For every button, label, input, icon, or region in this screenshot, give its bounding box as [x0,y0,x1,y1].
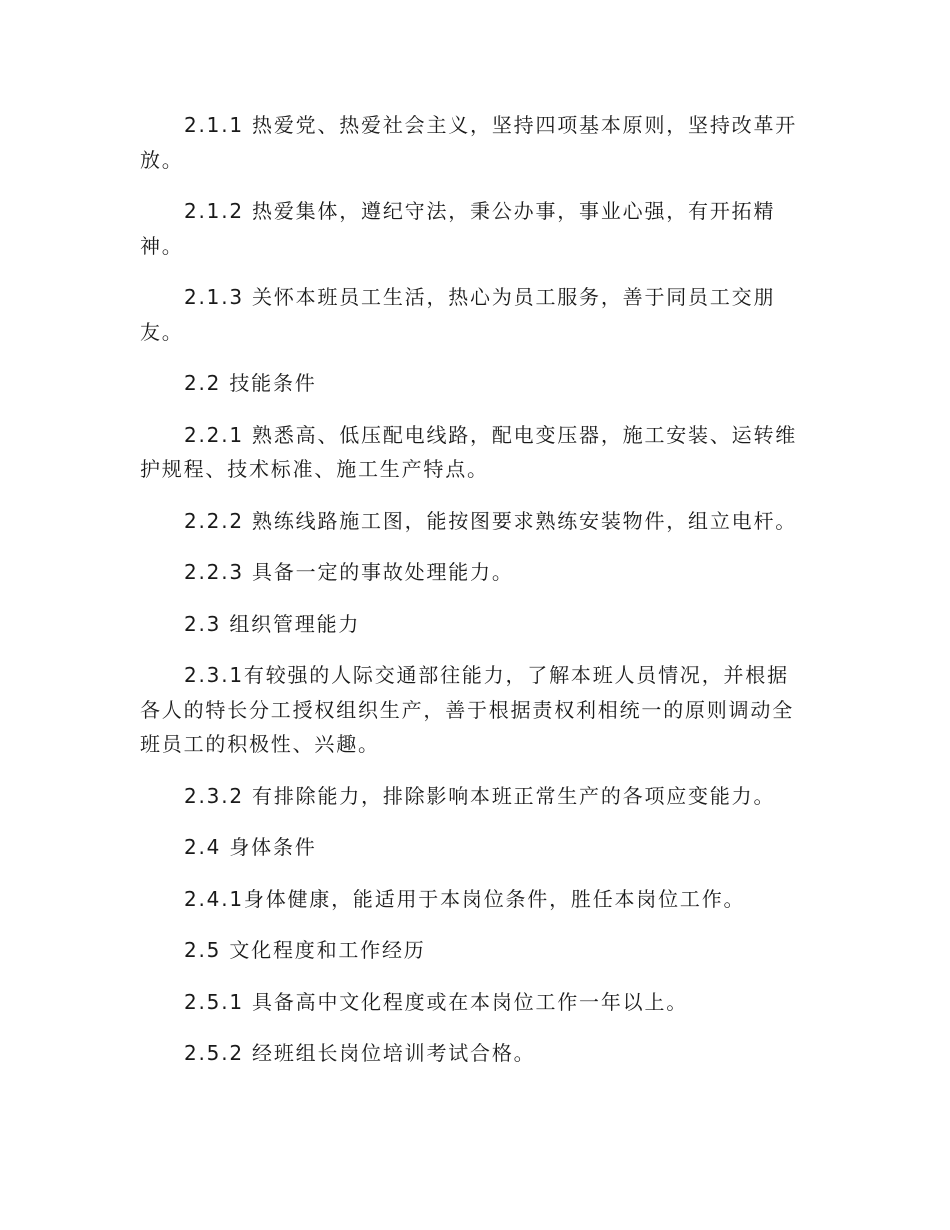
paragraph-2-1-3: 2.1.3 关怀本班员工生活，热心为员工服务，善于同员工交朋友。 [140,285,776,344]
paragraph-2-2-3: 2.2.3 具备一定的事故处理能力。 [184,560,514,584]
paragraph-2-3-1: 2.3.1有较强的人际交通部往能力，了解本班人员情况，并根据各人的特长分工授权组织生产，善于根据责权利相统一的原则调动全班员工的积极性、兴趣。 [140,663,794,756]
paragraph-2-1-2: 2.1.2 热爱集体，遵纪守法，秉公办事，事业心强，有开拓精神。 [140,199,776,258]
paragraph-2-5-1: 2.5.1 具备高中文化程度或在本岗位工作一年以上。 [184,989,689,1014]
section-heading-2-5: 2.5 文化程度和工作经历 [184,938,426,962]
paragraph-2-4-1: 2.4.1身体健康，能适用于本岗位条件，胜任本岗位工作。 [184,886,746,911]
document-body [140,108,800,1088]
paragraph-2-5-2: 2.5.2 经班组长岗位培训考试合格。 [184,1041,536,1065]
section-heading-2-2: 2.2 技能条件 [184,371,317,395]
section-heading-2-3: 2.3 组织管理能力 [184,611,361,636]
paragraph-2-3-2: 2.3.2 有排除能力，排除影响本班正常生产的各项应变能力。 [184,783,776,808]
paragraph-2-2-2: 2.2.2 熟练线路施工图，能按图要求熟练安装物件，组立电杆。 [184,508,798,533]
section-heading-2-4: 2.4 身体条件 [184,835,317,859]
paragraph-2-2-1: 2.2.1 熟悉高、低压配电线路，配电变压器，施工安装、运转维护规程、技术标准、施工生产特点。 [140,422,798,481]
paragraph-2-1-1: 2.1.1 热爱党、热爱社会主义，坚持四项基本原则，坚持改革开放。 [140,113,798,172]
